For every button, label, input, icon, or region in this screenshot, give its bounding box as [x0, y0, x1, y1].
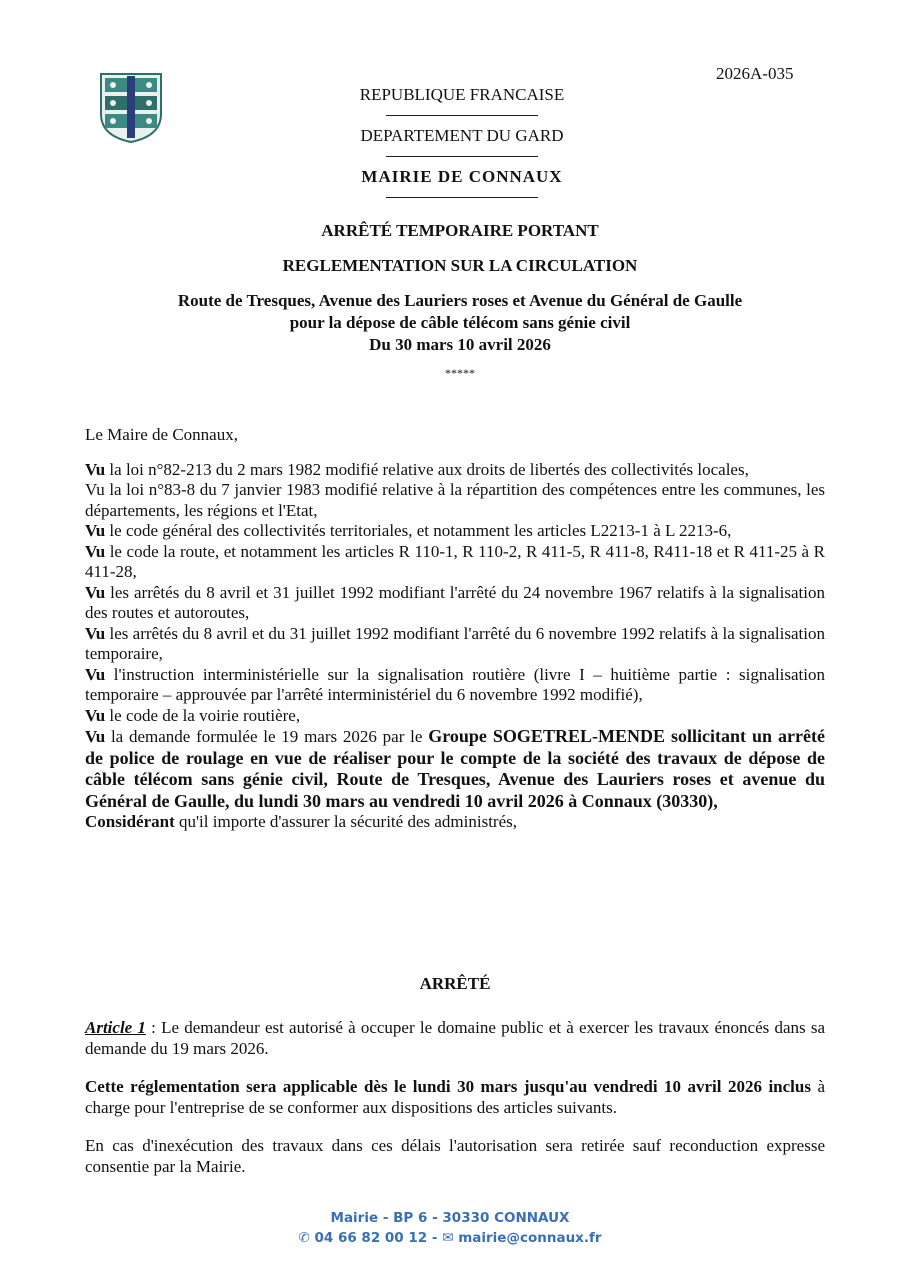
considerant-paragraph: Considérant qu'il importe d'assurer la sécurité des administrés,: [85, 812, 517, 831]
footer-phone: 04 66 82 00 12 -: [314, 1230, 438, 1246]
divider: [386, 115, 538, 116]
footer-email[interactable]: mairie@connaux.fr: [458, 1230, 602, 1246]
vu-paragraph: Vu les arrêtés du 8 avril et 31 juillet 1992 modifiant l'arrêté du 24 novembre 1967 relatifs à la signalisation des routes et autoroutes,: [85, 582, 825, 622]
separator: *****: [445, 366, 475, 380]
vu-paragraph: Vu le code général des collectivités territoriales, et notamment les articles L2213-1 à L 2213-6,: [85, 521, 732, 540]
divider: [386, 156, 538, 157]
title-line-1: ARRÊTÉ TEMPORAIRE PORTANT: [321, 221, 599, 240]
arrete-heading: ARRÊTÉ: [419, 974, 491, 993]
subject-line-2: pour la dépose de câble télécom sans génie civil: [289, 313, 631, 332]
mail-icon: ✉: [442, 1230, 454, 1246]
preamble: [85, 425, 825, 833]
department-heading: DEPARTEMENT DU GARD: [360, 126, 564, 145]
vu-paragraph: Vu le code de la voirie routière,: [85, 705, 301, 725]
salutation: Le Maire de Connaux,: [85, 425, 238, 444]
article-1: Article 1 : Le demandeur est autorisé à occuper le domaine public et à exercer les travaux énoncés dans sa demande du 19 mars 2026.: [85, 1018, 826, 1058]
vu-paragraph: Vu le code la route, et notamment les articles R 110-1, R 110-2, R 411-5, R 411-8, R411-18 et R 411-25 à R 411-28,: [85, 541, 825, 581]
vu-paragraph: Vu l'instruction interministérielle sur la signalisation routière (livre I – huitième partie : signalisation temporaire – approuvée par l'arrêté interministériel du 6 novembre 1992 modifié),: [85, 664, 825, 704]
document-title: [60, 220, 860, 381]
subject: [60, 290, 860, 356]
republic-heading: REPUBLIQUE FRANCAISE: [359, 85, 565, 104]
mairie-heading: MAIRIE DE CONNAUX: [361, 167, 563, 186]
vu-paragraph: Vu la loi n°83-8 du 7 janvier 1983 modifié relative à la répartition des compétences entre les communes, les départements, les régions et l'Etat,: [85, 480, 825, 520]
title-line-2: REGLEMENTATION SUR LA CIRCULATION: [282, 256, 638, 275]
vu-paragraph: Vu les arrêtés du 8 avril et du 31 juillet 1992 modifiant l'arrêté du 6 novembre 1992 relatifs à la signalisation temporaire,: [85, 623, 825, 663]
subject-line-1: Route de Tresques, Avenue des Lauriers roses et Avenue du Général de Gaulle: [177, 291, 743, 310]
footer-address: Mairie - BP 6 - 30330 CONNAUX: [330, 1210, 570, 1226]
vu-paragraph: Vu la demande formulée le 19 mars 2026 par le Groupe SOGETREL-MENDE sollicitant un arrêté de police de roulage en vue de réaliser pour le compte de la société des travaux de dépose de câble télécom sans génie civil, Route de Tresques, Avenue des Lauriers roses et avenue du Général de Gaulle, du lundi 30 mars au vendredi 10 avril 2026 à Connaux (30330),: [85, 726, 825, 811]
subject-dates: Du 30 mars 10 avril 2026: [369, 335, 551, 354]
article-1-label: Article 1: [85, 1018, 146, 1037]
application-paragraph: Cette réglementation sera applicable dès le lundi 30 mars jusqu'au vendredi 10 avril 2026 inclus à charge pour l'entreprise de se conformer aux dispositions des articles suivants.: [85, 1077, 825, 1117]
reference-number: 2026A-035: [716, 64, 794, 83]
phone-icon: ✆: [298, 1230, 310, 1246]
footer-contact: [250, 1228, 650, 1248]
articles: [85, 1017, 825, 1194]
vu-paragraph: Vu la loi n°82-213 du 2 mars 1982 modifié relative aux droits de libertés des collectivités locales,: [85, 459, 749, 479]
divider: [386, 197, 538, 198]
letterhead: [262, 84, 662, 207]
coat-of-arms-icon: [97, 70, 165, 144]
inexecution-paragraph: En cas d'inexécution des travaux dans ces délais l'autorisation sera retirée sauf reconduction expresse consentie par la Mairie.: [85, 1136, 825, 1176]
footer: [250, 1208, 650, 1248]
